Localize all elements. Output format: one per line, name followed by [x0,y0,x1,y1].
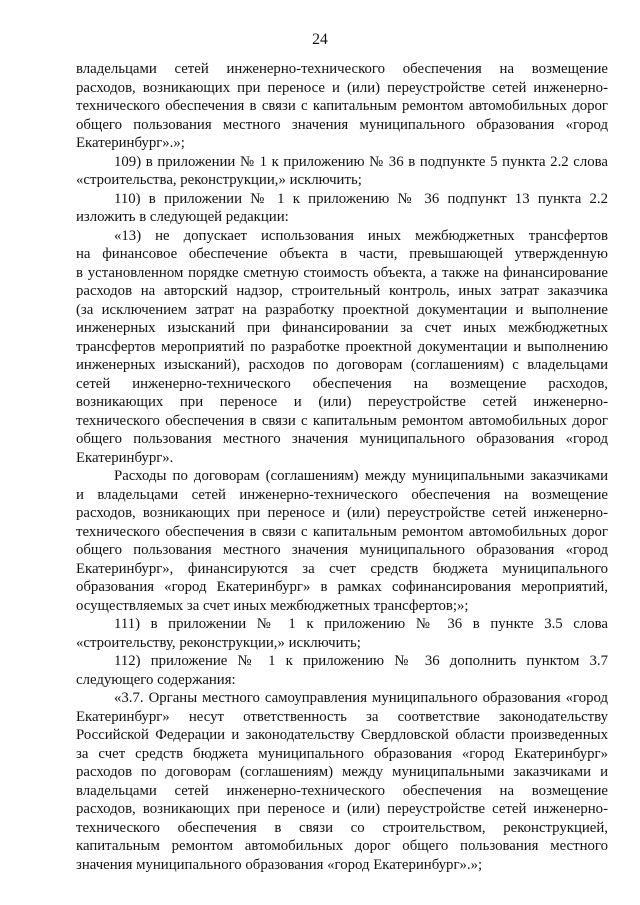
text-line: Российской Федерации и законодательству Свердловской области произведенных [76,727,608,743]
text-line: технического обеспечения в связи с капитальным ремонтом автомобильных дорог [76,412,608,429]
text-line: образования «город Екатеринбург» в рамках софинансирования мероприятий, [76,579,608,595]
text-line: Екатеринбург».»; [76,135,185,151]
text-line: изложить в следующей редакции: [76,209,289,225]
text-line: Расходы по договорам (соглашениям) между муниципальными заказчиками [114,468,608,484]
text-line: общего пользования местного значения муниципального образования «город [76,542,608,558]
text-line: Екатеринбург». [76,449,174,466]
text-line: инженерных изысканий), расходов по договорам (соглашениям) с владельцами [76,357,608,373]
text-line: технического обеспечения в связи со строительством, реконструкцией, [76,819,608,836]
text-line: «строительства, реконструкции,» исключить; [76,172,362,188]
text-line: осуществляемых за счет иных межбюджетных трансфертов;»; [76,597,469,614]
text-line: «13) не допускает использования иных межбюджетных трансфертов [114,227,608,244]
text-line: сетей инженерно-технического обеспечения на возмещение расходов, [76,375,608,392]
text-line: (за исключением затрат на разработку проектной документации и выполнение [76,301,608,318]
text-line: Екатеринбург» несут ответственность за соответствие законодательству [76,708,608,725]
text-line: «3.7. Органы местного самоуправления муниципального образования «город [114,690,608,706]
text-line: трансфертов мероприятий по разработке проектной документации и выполнению [76,338,608,355]
text-line: в установленном порядке сметную стоимость объекта, а также на финансирование [76,264,608,281]
text-line: расходов по договорам (соглашениям) между муниципальными заказчиками и [76,764,608,780]
text-line: 110) в приложении № 1 к приложению № 36 подпункт 13 пункта 2.2 [114,190,608,207]
text-line: значения муниципального образования «город Екатеринбург».»; [76,856,483,873]
text-line: Екатеринбург», финансируются за счет средств бюджета муниципального [76,560,608,577]
text-line: следующего содержания: [76,671,236,688]
text-line: 111) в приложении № 1 к приложению № 36 в пункте 3.5 слова [114,616,608,632]
text-line: расходов на авторский надзор, строительный контроль, иных затрат заказчика [76,283,608,299]
text-line: 112) приложение № 1 к приложению № 36 дополнить пунктом 3.7 [114,653,608,669]
text-line: «строительству, реконструкции,» исключить; [76,634,361,651]
text-line: расходов, возникающих при переносе и (или) переустройстве сетей инженерно- [76,505,608,521]
text-line: 109) в приложении № 1 к приложению № 36 в подпункте 5 пункта 2.2 слова [114,153,608,170]
text-line: и владельцами сетей инженерно-технического обеспечения на возмещение [76,486,608,503]
text-line: на финансовое обеспечение объекта в части, превышающей утвержденную [76,246,608,262]
text-line: общего пользования местного значения муниципального образования «город [76,116,608,133]
text-line: инженерных изысканий при финансировании за счет иных межбюджетных [76,320,608,336]
text-line: расходов, возникающих при переносе и (или) переустройстве сетей инженерно- [76,801,608,817]
text-line: технического обеспечения в связи с капитальным ремонтом автомобильных дорог [76,98,608,114]
document-body [76,60,608,874]
text-line: общего пользования местного значения муниципального образования «город [76,431,608,447]
text-line: владельцами сетей инженерно-технического обеспечения на возмещение [76,782,608,799]
text-line: за счет средств бюджета муниципального образования «город Екатеринбург» [76,745,608,762]
text-line: владельцами сетей инженерно-технического обеспечения на возмещение [76,61,608,77]
text-line: возникающих при переносе и (или) переустройстве сетей инженерно- [76,394,608,410]
text-line: расходов, возникающих при переносе и (или) переустройстве сетей инженерно- [76,79,608,96]
text-line: капитальным ремонтом автомобильных дорог общего пользования местного [76,838,608,854]
page-number: 24 [312,31,328,48]
text-line: технического обеспечения в связи с капитальным ремонтом автомобильных дорог [76,523,608,540]
